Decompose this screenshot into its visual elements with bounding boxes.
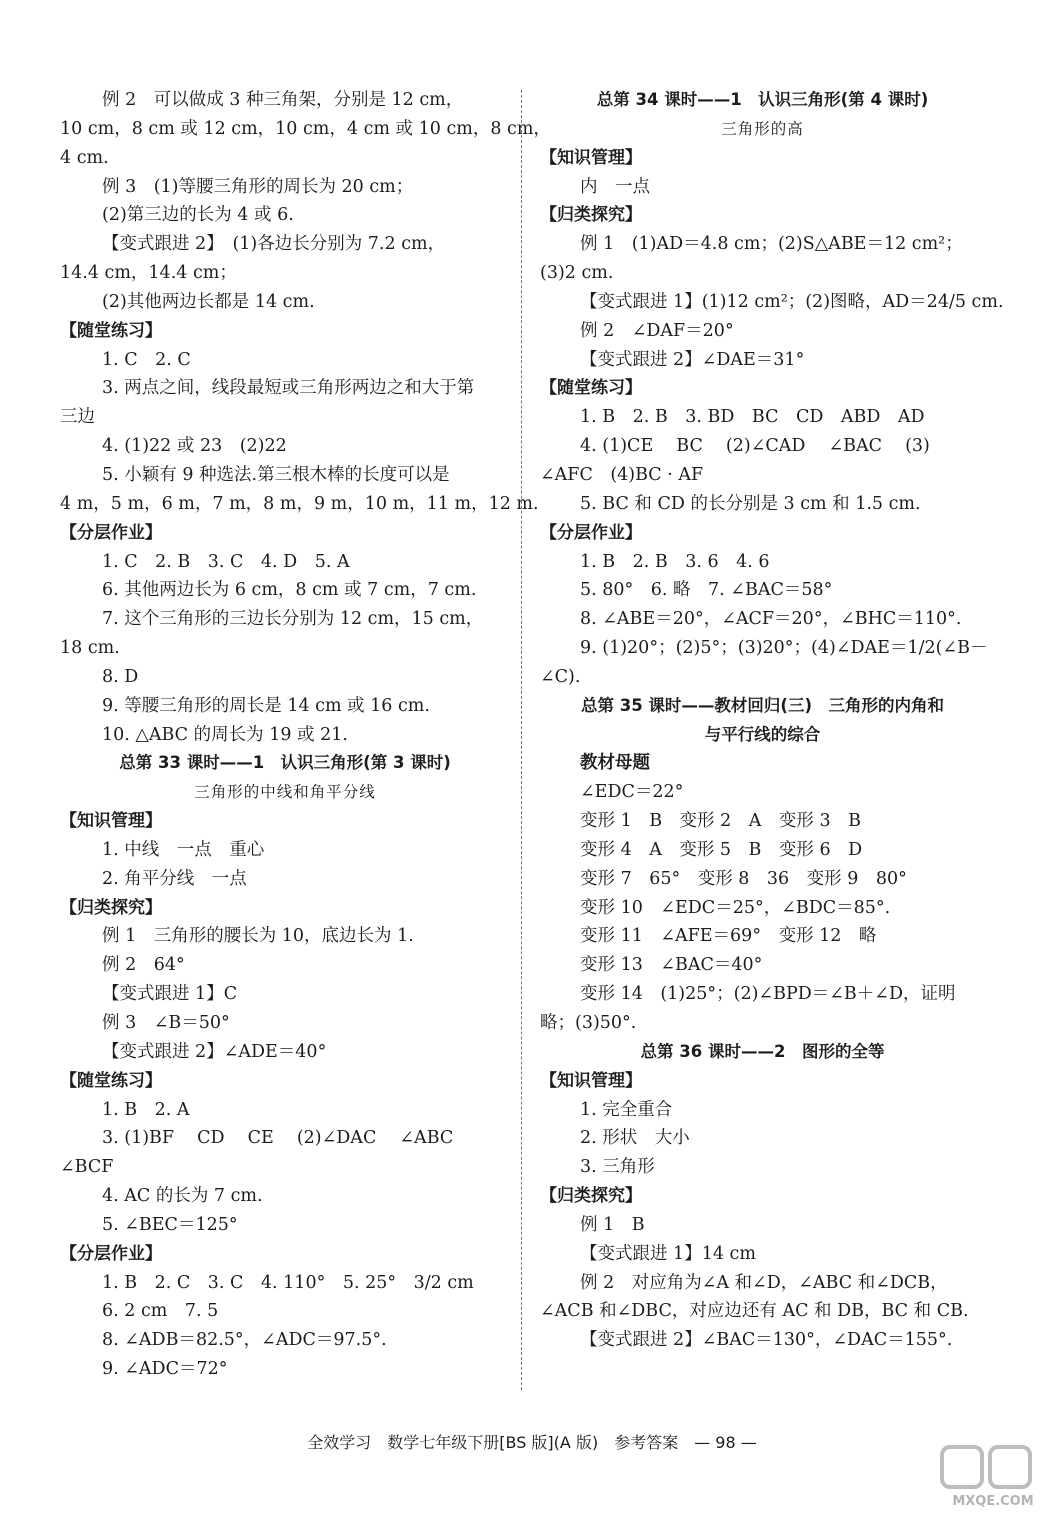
answer-line: 例 2 ∠DAF＝20° <box>580 320 734 341</box>
answer-line: 18 cm. <box>60 638 120 659</box>
answer-line: 9. ∠ADC＝72° <box>102 1359 228 1380</box>
answer-line: 1. B 2. B 3. BD BC CD ABD AD <box>580 407 925 428</box>
answer-line: 变形 4 A 变形 5 B 变形 6 D <box>580 839 863 860</box>
answer-line: 例 1 三角形的腰长为 10，底边长为 1. <box>102 926 414 947</box>
answer-line: ∠ACB 和∠DBC，对应边还有 AC 和 DB，BC 和 CB. <box>540 1301 969 1322</box>
section-heading: 总第 35 课时——教材回归(三) 三角形的内角和 <box>580 695 945 715</box>
section-heading: 总第 33 课时——1 认识三角形(第 3 课时) <box>119 753 451 773</box>
answer-line: (3)2 cm. <box>540 263 614 284</box>
answer-line: 6. 2 cm 7. 5 <box>102 1301 219 1322</box>
answer-line: 教材母题 <box>580 753 650 774</box>
answer-line: 例 1 B <box>580 1214 645 1235</box>
answer-line: ∠BCF <box>60 1157 114 1178</box>
answer-line: 4 m，5 m，6 m，7 m，8 m，9 m，10 m，11 m，12 m. <box>60 493 539 514</box>
answer-line: 变形 10 ∠EDC＝25°，∠BDC＝85°. <box>580 897 891 918</box>
answer-line: 变形 13 ∠BAC＝40° <box>580 955 763 976</box>
section-heading: 【随堂练习】 <box>60 320 162 341</box>
section-heading: 总第 36 课时——2 图形的全等 <box>640 1041 885 1061</box>
answer-line: 5. 80° 6. 略 7. ∠BAC＝58° <box>580 580 833 601</box>
answer-line: 变形 11 ∠AFE＝69° 变形 12 略 <box>580 926 877 947</box>
answer-line: 1. C 2. C <box>102 349 191 370</box>
section-heading: 【分层作业】 <box>60 522 162 543</box>
section-heading: 总第 34 课时——1 认识三角形(第 4 课时) <box>596 90 929 109</box>
section-heading: 与平行线的综合 <box>704 724 821 744</box>
section-heading: 【知识管理】 <box>60 811 162 832</box>
answer-line: 3. 两点之间，线段最短或三角形两边之和大于第 <box>102 378 475 399</box>
answer-line: 1. 中线 一点 重心 <box>102 839 265 860</box>
answer-line: 【变式跟进 2】 (1)各边长分别为 7.2 cm， <box>102 234 446 255</box>
answer-line: 【变式跟进 2】∠ADE＝40° <box>102 1041 327 1062</box>
left-column <box>60 86 551 1384</box>
answer-line: 9. (1)20°；(2)5°；(3)20°；(4)∠DAE＝1/2(∠B－ <box>580 638 988 659</box>
answer-line: 1. B 2. C 3. C 4. 110° 5. 25° 3/2 cm <box>102 1272 474 1293</box>
answer-line: ∠C). <box>540 666 581 687</box>
watermark-logo <box>938 1445 1048 1511</box>
answer-line: 变形 1 B 变形 2 A 变形 3 B <box>580 811 861 832</box>
answer-line: 9. 等腰三角形的周长是 14 cm 或 16 cm. <box>102 695 430 716</box>
answer-line: ∠AFC (4)BC · AF <box>540 464 704 485</box>
answer-line: 7. 这个三角形的三边长分别为 12 cm，15 cm， <box>102 609 484 630</box>
answer-line: 变形 14 (1)25°；(2)∠BPD＝∠B＋∠D，证明 <box>580 984 956 1005</box>
answer-line: 略；(3)50°. <box>540 1013 637 1033</box>
answer-line: 【变式跟进 1】C <box>102 984 238 1005</box>
column-divider <box>521 90 522 1390</box>
answer-line: 三角形的中线和角平分线 <box>194 783 376 802</box>
answer-line: 4. AC 的长为 7 cm. <box>102 1186 263 1207</box>
answer-line: 8. ∠ADB＝82.5°，∠ADC＝97.5°. <box>102 1330 387 1351</box>
answer-line: 【变式跟进 2】∠BAC＝130°，∠DAC＝155°. <box>580 1330 953 1351</box>
answer-line: 例 3 (1)等腰三角形的周长为 20 cm； <box>102 176 414 197</box>
answer-line: 变形 7 65° 变形 8 36 变形 9 80° <box>580 868 907 889</box>
answer-line: 3. 三角形 <box>580 1157 655 1178</box>
answer-line: 10. △ABC 的周长为 19 或 21. <box>102 724 348 745</box>
section-heading: 【知识管理】 <box>540 147 642 168</box>
answer-line: 1. 完全重合 <box>580 1099 673 1120</box>
answer-line: 内 一点 <box>580 176 650 197</box>
answer-line: 1. B 2. B 3. 6 4. 6 <box>580 551 770 572</box>
answer-line: 3. (1)BF CD CE (2)∠DAC ∠ABC <box>102 1128 454 1149</box>
section-heading: 【分层作业】 <box>60 1243 162 1264</box>
answer-line: (2)其他两边长都是 14 cm. <box>102 291 315 312</box>
watermark-text: MXQE.COM <box>952 1494 1034 1509</box>
answer-line: 例 2 可以做成 3 种三角架，分别是 12 cm， <box>102 90 464 110</box>
section-heading: 【知识管理】 <box>540 1070 642 1091</box>
answer-line: 6. 其他两边长为 6 cm，8 cm 或 7 cm，7 cm. <box>102 580 477 601</box>
answer-line: 例 2 对应角为∠A 和∠D，∠ABC 和∠DCB， <box>580 1272 948 1293</box>
answer-line: 10 cm，8 cm 或 12 cm，10 cm，4 cm 或 10 cm，8 cm， <box>60 118 551 139</box>
answer-line: 4 cm. <box>60 147 109 168</box>
section-heading: 【分层作业】 <box>540 522 642 543</box>
right-column <box>540 86 1004 1355</box>
answer-line: 【变式跟进 1】(1)12 cm²；(2)图略，AD＝24/5 cm. <box>580 291 1004 312</box>
answer-line: 三角形的高 <box>721 119 804 138</box>
section-heading: 【随堂练习】 <box>540 378 642 399</box>
page-footer: 全效学习 数学七年级下册[BS 版](A 版) 参考答案 — 98 — <box>307 1433 757 1452</box>
answer-line: 1. C 2. B 3. C 4. D 5. A <box>102 551 350 572</box>
answer-line: 例 1 (1)AD＝4.8 cm；(2)S△ABE＝12 cm²； <box>580 234 963 255</box>
section-heading: 【归类探究】 <box>60 897 162 918</box>
answer-line: 三边 <box>60 407 95 428</box>
section-heading: 【归类探究】 <box>540 1186 642 1207</box>
answer-line: 4. (1)22 或 23 (2)22 <box>102 436 287 457</box>
answer-line: 5. ∠BEC＝125° <box>102 1214 238 1235</box>
answer-line: 2. 形状 大小 <box>580 1128 690 1149</box>
answer-line: 【变式跟进 1】14 cm <box>580 1243 756 1264</box>
answer-line: 8. ∠ABE＝20°，∠ACF＝20°，∠BHC＝110°. <box>580 609 962 630</box>
answer-line: 5. 小颖有 9 种选法.第三根木棒的长度可以是 <box>102 464 450 485</box>
answer-line: 14.4 cm，14.4 cm； <box>60 263 237 284</box>
answer-line: 5. BC 和 CD 的长分别是 3 cm 和 1.5 cm. <box>580 493 921 514</box>
answer-line: 【变式跟进 2】∠DAE＝31° <box>580 349 805 370</box>
answer-line: 4. (1)CE BC (2)∠CAD ∠BAC (3) <box>580 436 930 457</box>
answer-line: 8. D <box>102 666 139 687</box>
answer-line: (2)第三边的长为 4 或 6. <box>102 205 294 226</box>
answer-line: 例 2 64° <box>102 955 185 976</box>
answer-line: 2. 角平分线 一点 <box>102 868 247 889</box>
section-heading: 【随堂练习】 <box>60 1070 162 1091</box>
answer-line: ∠EDC＝22° <box>580 782 684 803</box>
answer-line: 1. B 2. A <box>102 1099 190 1120</box>
answer-line: 例 3 ∠B＝50° <box>102 1013 230 1033</box>
section-heading: 【归类探究】 <box>540 205 642 226</box>
